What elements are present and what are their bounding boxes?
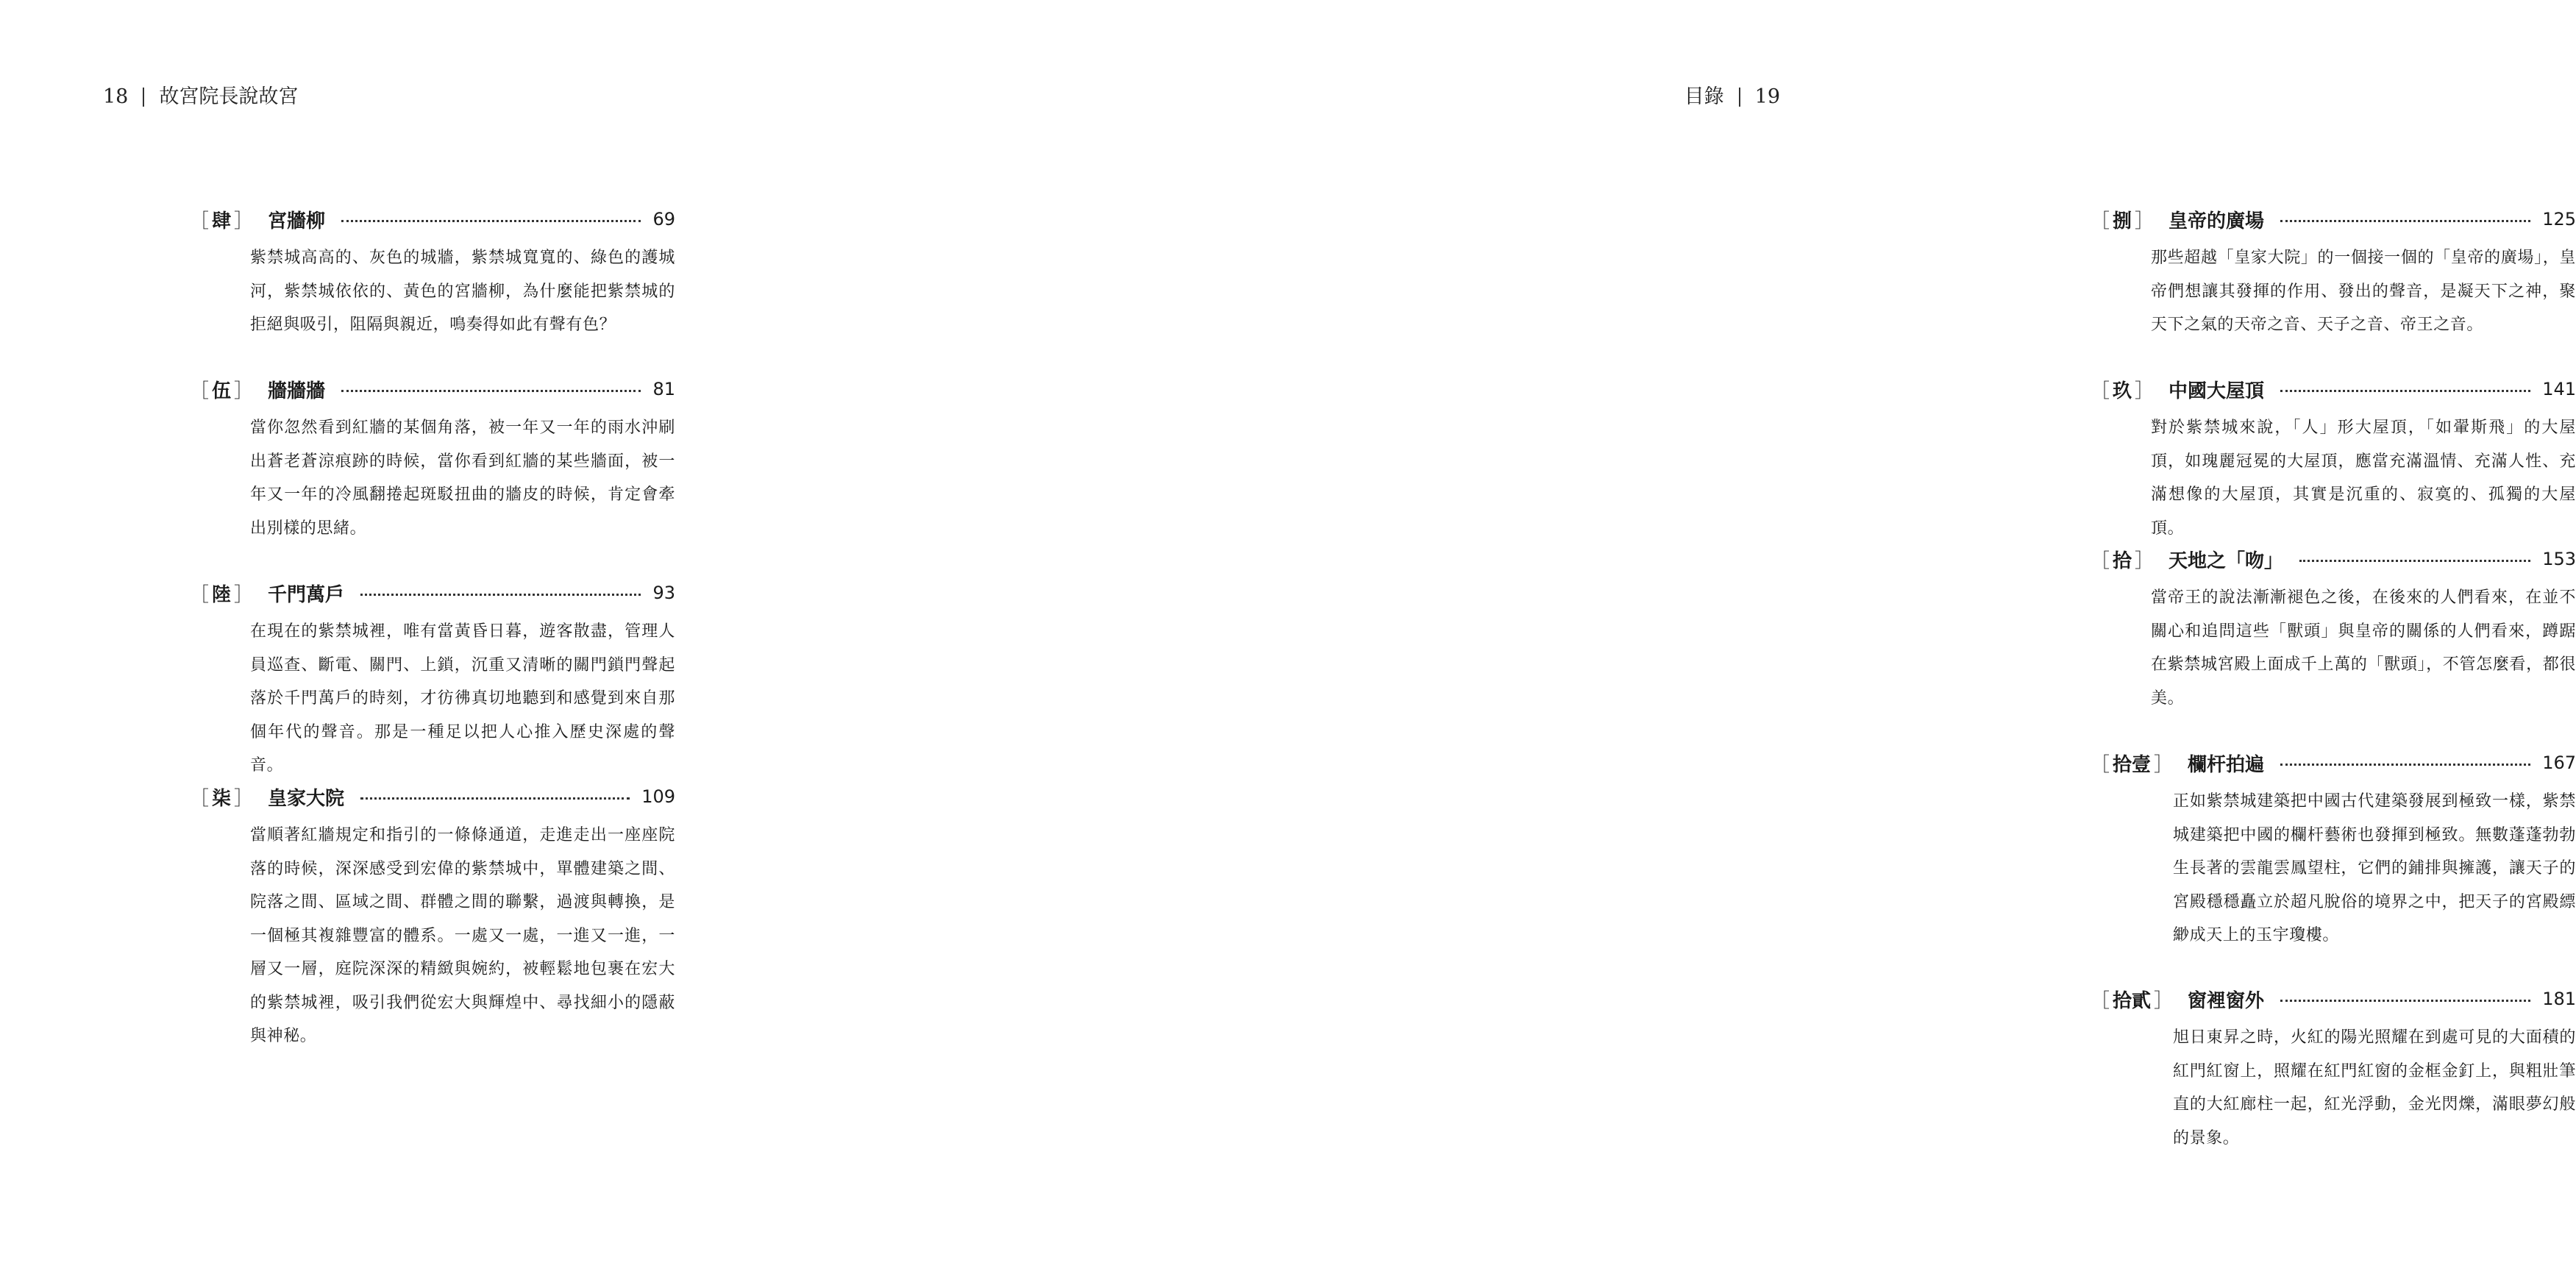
chapter-number: ［ 拾 ］	[2091, 549, 2155, 572]
toc-entry[interactable]	[2091, 371, 2576, 545]
toc-entry-header	[2091, 202, 2576, 237]
chapter-number: ［ 捌 ］	[2091, 210, 2155, 232]
right-running-head	[1684, 82, 1780, 112]
chapter-page-number: 167	[2542, 752, 2576, 773]
toc-entry-header	[190, 575, 675, 611]
chapter-summary: 旭日東昇之時，火紅的陽光照耀在到處可見的大面積的紅門紅窗上，照耀在紅門紅窗的金框金釘上，與粗壯筆直的大紅廊柱一起，紅光浮動，金光閃爍，滿眼夢幻般的景象。	[2173, 1028, 2576, 1147]
toc-entry-header	[2091, 541, 2576, 577]
chapter-title: 欄杆拍遍	[2188, 753, 2265, 776]
toc-entry-header	[190, 202, 675, 237]
chapter-page-number: 153	[2542, 549, 2576, 569]
chapter-summary: 當你忽然看到紅牆的某個角落，被一年又一年的雨水沖刷出蒼老蒼涼痕跡的時候，當你看到紅牆的某些牆面，被一年又一年的冷風翻捲起斑駁扭曲的牆皮的時候，肯定會牽出別樣的思緒。	[250, 419, 675, 538]
chapter-summary: 正如紫禁城建築把中國古代建築發展到極致一樣，紫禁城建築把中國的欄杆藝術也發揮到極致。無數蓬蓬勃勃生長著的雲龍雲鳳望柱，它們的鋪排與擁護，讓天子的宮殿穩穩矗立於超凡脫俗的境界之中，把天子的宮殿縹緲成天上的玉宇瓊樓。	[2173, 792, 2576, 944]
chapter-summary: 當帝王的說法漸漸褪色之後，在後來的人們看來，在並不關心和追問這些「獸頭」與皇帝的關係的人們看來，蹲踞在紫禁城宮殿上面成千上萬的「獸頭」，不管怎麼看，都很美。	[2151, 588, 2576, 708]
left-running-head	[103, 82, 298, 112]
chapter-number: ［ 拾壹 ］	[2091, 753, 2174, 776]
dot-leader	[360, 594, 641, 596]
chapter-title: 中國大屋頂	[2168, 380, 2265, 402]
chapter-page-number: 181	[2542, 989, 2576, 1009]
chapter-title: 牆牆牆	[268, 380, 326, 402]
chapter-page-number: 69	[652, 209, 675, 229]
running-head-divider	[1739, 88, 1740, 107]
chapter-title: 皇帝的廣場	[2168, 210, 2265, 232]
left-page	[0, 0, 942, 1274]
toc-entry[interactable]	[190, 202, 675, 342]
chapter-summary: 在現在的紫禁城裡，唯有當黃昏日暮，遊客散盡，管理人員巡查、斷電、關門、上鎖，沉重又清晰的關門鎖門聲起落於千門萬戶的時刻，才彷彿真切地聽到和感覺到來自那個年代的聲音。那是一種足以把人心推入歷史深處的聲音。	[250, 622, 675, 775]
toc-entry-header	[190, 371, 675, 407]
chapter-page-number: 81	[652, 379, 675, 399]
chapter-summary: 對於紫禁城來說，「人」形大屋頂，「如翬斯飛」的大屋頂，如瑰麗冠冕的大屋頂，應當充滿溫情、充滿人性、充滿想像的大屋頂，其實是沉重的、寂寞的、孤獨的大屋頂。	[2151, 419, 2576, 538]
chapter-summary: 紫禁城高高的、灰色的城牆，紫禁城寬寬的、綠色的護城河，紫禁城依依的、黃色的宮牆柳，為什麼能把紫禁城的拒絕與吸引，阻隔與親近，鳴奏得如此有聲有色？	[250, 249, 675, 334]
chapter-summary: 那些超越「皇家大院」的一個接一個的「皇帝的廣場」，皇帝們想讓其發揮的作用、發出的聲音，是凝天下之神，聚天下之氣的天帝之音、天子之音、帝王之音。	[2151, 249, 2576, 334]
toc-entry[interactable]	[2091, 981, 2576, 1155]
chapter-summary: 當順著紅牆規定和指引的一條條通道，走進走出一座座院落的時候，深深感受到宏偉的紫禁城中，單體建築之間、院落之間、區域之間、群體之間的聯繫，過渡與轉換，是一個極其複雜豐富的體系。一處又一處，一進又一進，一層又一層，庭院深深的精緻與婉約，被輕鬆地包裹在宏大的紫禁城裡，吸引我們從宏大與輝煌中、尋找細小的隱蔽與神秘。	[250, 826, 675, 1045]
dot-leader	[2299, 560, 2530, 562]
section-title: 目錄	[1684, 85, 1724, 108]
dot-leader	[2280, 390, 2530, 392]
chapter-title: 窗裡窗外	[2188, 989, 2265, 1012]
toc-entry[interactable]	[190, 575, 675, 783]
chapter-number: ［ 伍 ］	[190, 380, 254, 402]
chapter-title: 天地之「吻」	[2168, 549, 2284, 572]
dot-leader	[341, 220, 641, 222]
chapter-number: ［ 肆 ］	[190, 210, 254, 232]
chapter-page-number: 141	[2542, 379, 2576, 399]
chapter-page-number: 109	[641, 786, 675, 807]
book-title: 故宮院長說故宮	[159, 85, 299, 108]
chapter-title: 皇家大院	[268, 787, 345, 810]
left-page-number: 18	[103, 85, 129, 108]
dot-leader	[2280, 764, 2530, 766]
dot-leader	[2280, 1000, 2530, 1002]
toc-entry[interactable]	[2091, 541, 2576, 715]
dot-leader	[341, 390, 641, 392]
chapter-number: ［ 柒 ］	[190, 787, 254, 810]
toc-entry-header	[2091, 745, 2576, 780]
toc-entry[interactable]	[190, 779, 675, 1053]
toc-entry-header	[190, 779, 675, 814]
right-page	[942, 0, 2576, 1274]
toc-entry-header	[2091, 371, 2576, 407]
chapter-page-number: 93	[652, 583, 675, 603]
chapter-title: 宮牆柳	[268, 210, 326, 232]
chapter-title: 千門萬戶	[268, 583, 345, 606]
dot-leader	[2280, 220, 2530, 222]
right-page-number: 19	[1754, 85, 1780, 108]
chapter-number: ［ 陸 ］	[190, 583, 254, 606]
toc-entry-header	[2091, 981, 2576, 1017]
toc-entry[interactable]	[190, 371, 675, 545]
toc-entry[interactable]	[2091, 745, 2576, 953]
chapter-page-number: 125	[2542, 209, 2576, 229]
chapter-number: ［ 玖 ］	[2091, 380, 2155, 402]
toc-entry[interactable]	[2091, 202, 2576, 342]
dot-leader	[360, 797, 630, 800]
chapter-number: ［ 拾貳 ］	[2091, 989, 2174, 1012]
running-head-divider	[143, 88, 144, 107]
